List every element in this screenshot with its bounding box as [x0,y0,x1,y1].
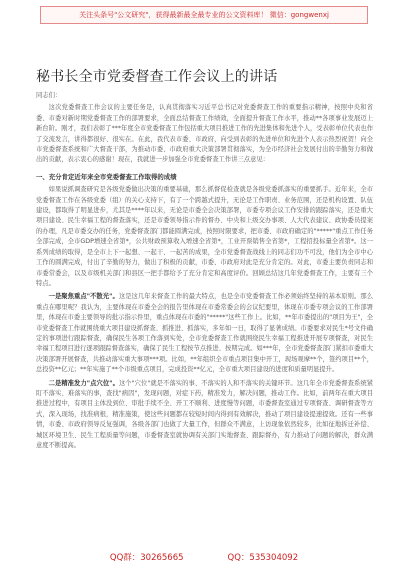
section-paragraph: 如果说抓调查研究是各级党委做出决策的重要基础，那么抓督促检查就是各级党委抓落实的重要抓手。近年来，全市党委督查工作在各级党委（组）的关心支持下，有了一个跨越式提升，无论是工作职责、业务范围，还是机构设置、队伍建设，都取得了明显进步，尤其是****年以来，无论是市委全会决策部署，市委专项会议工作安排的跟踪落实，还是重大项目建设、民生幸福工程的督查落实，还是市委领导指示件的督办、中央和上级交办事项、人大代表建议、政协委员提案的办理，凡是市委交办的任务，党委督查部门都能圆满完成，按照时限要求，把市委、市政府确定的"*****"重点工作任务全部完成，全市GDP增速全省第*，公共财政预算收入增速全省第*，工业开票销售全省第*，工程招投标量全省第*。这一系列成绩的取得，是全市上下一起想、一起干、一起苦的成果，全市党委督查战线上的同志们功不可没，他们为全市中心工作的圆满完成，付出了辛勤的努力，做出了积极的贡献，市委、市政府对此是充分肯定的。对此，市委主要负责同志和市委常委会，以及市级机关部门和县区一把手都给予了充分肯定和高度评价。回顾总结这几年党委督查工作，主要有三个特点。 [36,186,373,287]
promo-banner-text: 关注头条号"公文研究"，获得最新最全最专业的公文资料库！ 微信：gongwenxj [79,11,329,19]
document-title: 秘书长全市党委督查工作会议上的讲话 [36,69,278,85]
document-body [36,91,373,454]
greeting: 同志们： [36,92,62,99]
section-heading [36,172,373,182]
subpoint-title: 二是精准发力"点穴位"。 [48,379,119,387]
subpoint-paragraph [36,292,373,375]
contact-footer [0,548,408,566]
subpoint-title: 一是聚焦重点"不散光"。 [48,293,119,301]
intro-paragraph: 这次党委督查工作会议的主要任务是，认真贯彻落实习近平总书记对党委督查工作的重要指示精神，按照中央和省委、市委对新时期党委督查工作的部署要求，全面总结督查工作绩效，全面提升督查工作水平，推动**各项事业发展迈上新台阶。刚才，我们表彰了***年度全市党委督查工作包括重大项目推进工作的先进集体和先进个人，受表彰单位代表也作了交流发言，讲得都很好、很实在。在此，我代表市委、市政府，向受到表彰的先进单位和先进个人表示热烈祝贺！向全市党委督查系统和广大督查干部，为推动市委、市政府重大决策部署贯彻落实，为全市经济社会发展付出的辛勤努力和做出的贡献，表示衷心的感谢！现在，我就进一步加强全市党委督查工作讲三点意见： [36,104,373,164]
qq-group-number: QQ群：30265665 [109,553,184,563]
qq-number: QQ：535304092 [227,553,299,563]
section-heading-text: 一、充分肯定近年来全市党委督查工作取得的成绩 [36,172,177,181]
promo-banner[interactable] [40,6,368,24]
subpoint-paragraph [36,379,373,452]
subpoint-text: 这是这几年来督查工作的最大特点，也是全市党委督查工作必须始终坚持的基本原则。那么重点在哪里呢？我认为，主要体现在市委全会的报告里体现在市委常委会的会议纪要里，体现在市委专项会议的工作部署里，体现在市委主要领导的批示指示件里，重点体现在市委的"*****"这些工作上。比如，**年市委提出的"项目为王"，全市党委督查工作就围绕重大项目建设抓督查、抓推进、抓落实，多年如一日，取得了显著成绩。市委要求对民生*号文件确定的事项进行跟踪督查，确保民生各项工作落到实处，全市党委督查工作就围绕民生幸福工程推进开展专项督查，对民生幸福工程项目进行逐项跟踪督查落实，确保了民生工程按节点推进、按期完成。如***年，全市党委督查部门紧扣市委重大决策部署开展督查，共推动落实重大事项***项。比如，**年组织全市重点项目集中开工，现场观摩**个，签约项目**个，总投资**亿元；**年实施了**个市级重点项目，完成投资**亿元，全市重大项目建设的进度和质量明显提升。 [36,293,374,374]
subpoint-text: 这个"穴位"就是不落实的事、不落实的人和不落实的关键环节。这几年全市党委督查系统紧盯不落实、难落实的事，查找"病因"，发现问题，对症下药，精准发力，解决问题，推动工作。比如，前两年在重大项目推进过程中，有项目主体没到位、审批手续不全、开工不顺利、进度慢等问题，市委督查室通过专项督查、调研督查等方式，深入现场，找准病根，精准施策，使这些问题都在较短时间内得到有效解决，推动了项目建设提速提效。还有一些事情，市委、市政府领导反复强调，各级各部门也做了大量工作，但群众不满意，上访现象依然较多，比如征地拆迁补偿、城区环境卫生、民生工程质量等问题，市委督查室就协调有关部门实地督查、跟踪督办，有力推动了问题的解决，群众满意度不断提高。 [36,379,374,449]
